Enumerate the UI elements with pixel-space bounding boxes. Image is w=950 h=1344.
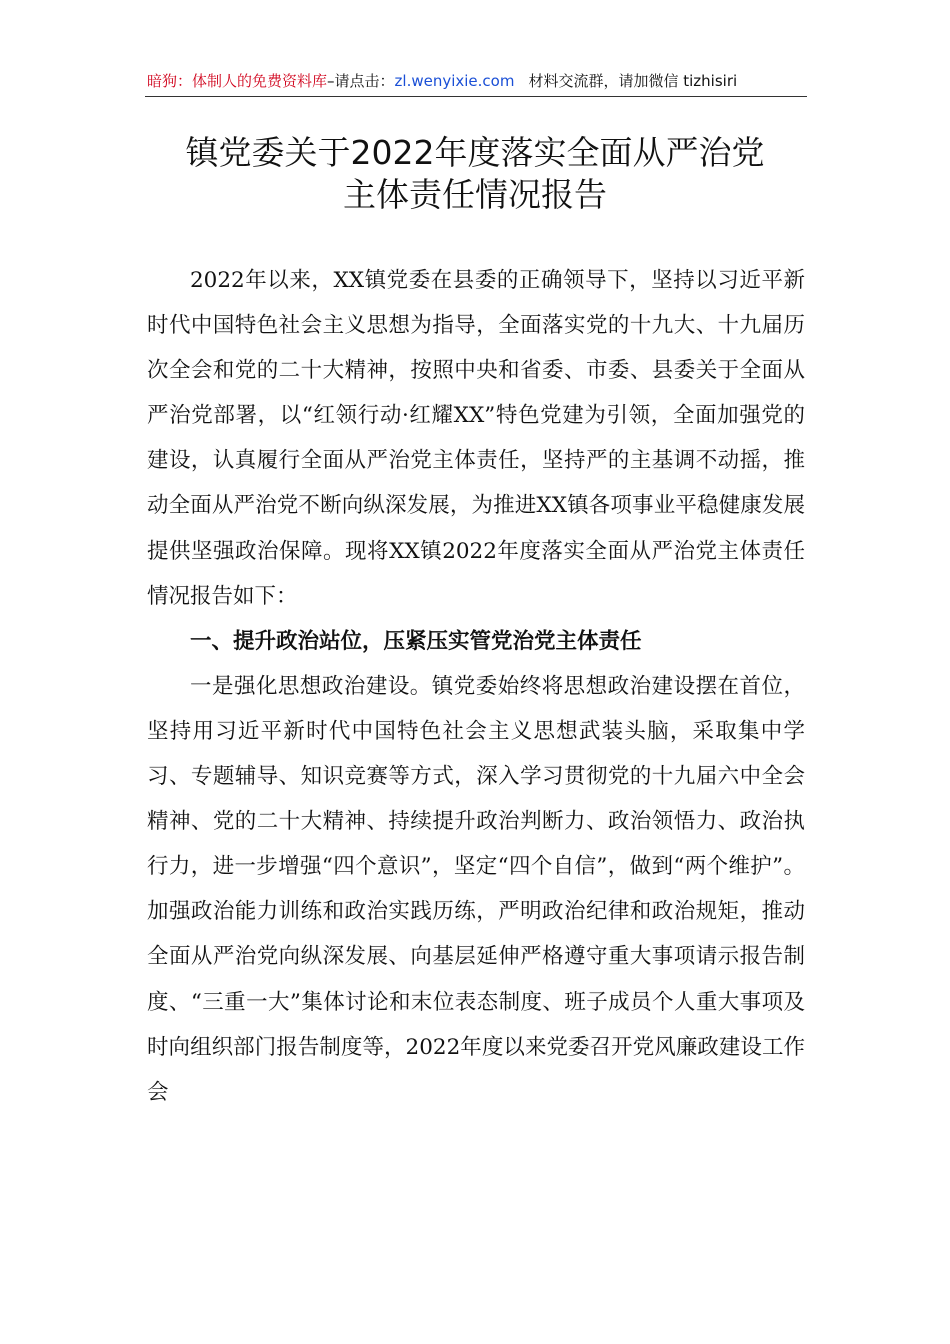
header-divider [145,96,807,97]
document-title-line-2: 主体责任情况报告 [343,175,607,214]
header-click-prompt: –请点击： [327,72,395,90]
header-contact: 材料交流群，请加微信 tizhisiri [528,72,738,90]
intro-paragraph: 2022年以来，XX镇党委在县委的正确领导下，坚持以习近平新时代中国特色社会主义思想为指导，全面落实党的十九大、十九届历次全会和党的二十大精神，按照中央和省委、市委、县委关于全面从严治党部署，以“红领行动·红耀XX”特色党建为引领，全面加强党的建设，认真履行全面从严治党主体责任，坚持严的主基调不动摇，推动全面从严治党不断向纵深发展，为推进XX镇各项事业平稳健康发展提供坚强政治保障。现将XX镇2022年度落实全面从严治党主体责任情况报告如下： [147,268,805,609]
document-body [147,258,805,1115]
section-1-paragraph: 一是强化思想政治建设。镇党委始终将思想政治建设摆在首位，坚持用习近平新时代中国特色社会主义思想武装头脑，采取集中学习、专题辅导、知识竞赛等方式，深入学习贯彻党的十九届六中全会精神、党的二十大精神、持续提升政治判断力、政治领悟力、政治执行力，进一步增强“四个意识”，坚定“四个自信”，做到“两个维护”。加强政治能力训练和政治实践历练，严明政治纪律和政治规矩，推动全面从严治党向纵深发展、向基层延伸严格遵守重大事项请示报告制度、“三重一大”集体讨论和末位表态制度、班子成员个人重大事项及时向组织部门报告制度等，2022年度以来党委召开党风廉政建设工作会 [147,673,805,1105]
section-heading-1: 一、提升政治站位，压紧压实管党治党主体责任 [190,628,642,654]
header-url-link[interactable]: zl.wenyixie.com [394,72,515,90]
header-site-name: 暗狗：体制人的免费资料库 [147,72,328,90]
page-header [147,68,807,94]
document-title-line-1: 镇党委关于2022年度落实全面从严治党 [185,133,765,172]
